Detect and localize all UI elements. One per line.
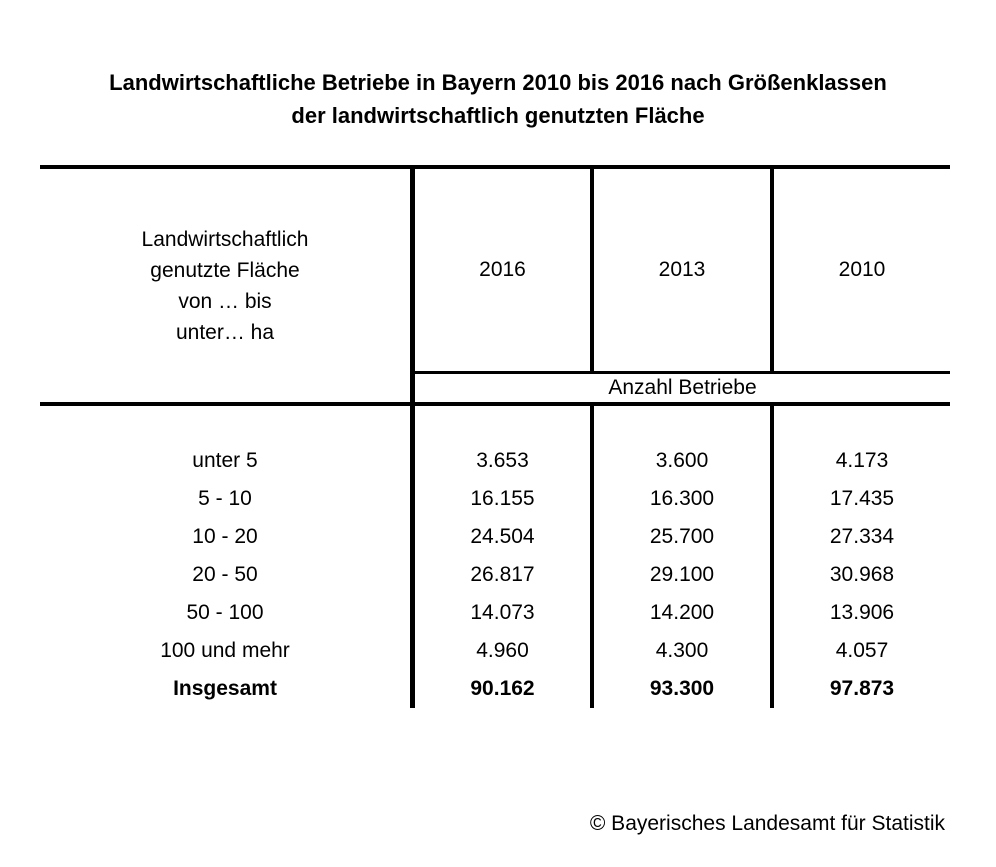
cell-value-2016: 3.653 <box>415 442 594 480</box>
cell-value-2010: 13.906 <box>829 601 895 624</box>
row-label-total: Insgesamt <box>40 670 415 708</box>
cell-value-2010: 27.334 <box>829 525 895 548</box>
cell-value-2010: 30.968 <box>829 563 895 586</box>
table-row <box>40 480 950 518</box>
cell-value-2016: 16.155 <box>415 480 594 518</box>
cell-value-2013: 4.300 <box>594 632 774 670</box>
spacer-cell <box>594 406 774 442</box>
row-label: 5 - 10 <box>40 480 415 518</box>
table-row <box>40 442 950 480</box>
cell-value-2013: 14.200 <box>594 594 774 632</box>
cell-value-2013: 3.600 <box>594 442 774 480</box>
spacer-cell <box>415 406 594 442</box>
row-dimension-line3: von … bis <box>178 289 272 313</box>
footer-copyright: © Bayerisches Landesamt für Statistik <box>589 812 945 835</box>
table-row <box>40 556 950 594</box>
cell-value-2010: 4.057 <box>835 639 889 662</box>
year-header-section <box>415 169 950 402</box>
row-label: 100 und mehr <box>40 632 415 670</box>
cell-value-total-2010: 97.873 <box>829 677 895 700</box>
year-header-2016: 2016 <box>415 169 594 371</box>
cell-value-2013: 25.700 <box>594 518 774 556</box>
page-title-line1: Landwirtschaftliche Betriebe in Bayern 2010 bis 2016 nach Größenklassen <box>109 70 887 95</box>
row-dimension-header <box>40 169 415 402</box>
table-row <box>40 632 950 670</box>
statistics-table <box>40 165 950 708</box>
row-dimension-line4: unter… ha <box>175 320 275 344</box>
cell-value-2016: 4.960 <box>415 632 594 670</box>
cell-value-2013: 29.100 <box>594 556 774 594</box>
cell-value-2016: 14.073 <box>415 594 594 632</box>
year-header-row <box>415 169 950 374</box>
cell-value-total-2013: 93.300 <box>594 670 774 708</box>
cell-value-total-2016: 90.162 <box>415 670 594 708</box>
page-title <box>0 66 996 132</box>
row-dimension-line1: Landwirtschaftlich <box>141 227 309 251</box>
table-header-section <box>40 165 950 402</box>
cell-value-2010: 17.435 <box>829 487 895 510</box>
table-row-total <box>40 670 950 708</box>
table-body <box>40 402 950 708</box>
spacer-cell <box>774 406 950 442</box>
cell-value-2016: 26.817 <box>415 556 594 594</box>
row-label: 10 - 20 <box>40 518 415 556</box>
row-label: 50 - 100 <box>40 594 415 632</box>
page-title-line2: der landwirtschaftlich genutzten Fläche <box>291 103 705 128</box>
unit-header: Anzahl Betriebe <box>608 376 757 399</box>
table-spacer-row <box>40 406 950 442</box>
row-dimension-line2: genutzte Fläche <box>150 258 300 282</box>
spacer-cell <box>40 406 415 442</box>
row-label: 20 - 50 <box>40 556 415 594</box>
cell-value-2013: 16.300 <box>594 480 774 518</box>
year-header-2013: 2013 <box>594 169 774 371</box>
cell-value-2016: 24.504 <box>415 518 594 556</box>
table-row <box>40 518 950 556</box>
table-row <box>40 594 950 632</box>
cell-value-2010: 4.173 <box>835 449 889 472</box>
year-header-2010: 2010 <box>838 258 886 281</box>
row-label: unter 5 <box>40 442 415 480</box>
